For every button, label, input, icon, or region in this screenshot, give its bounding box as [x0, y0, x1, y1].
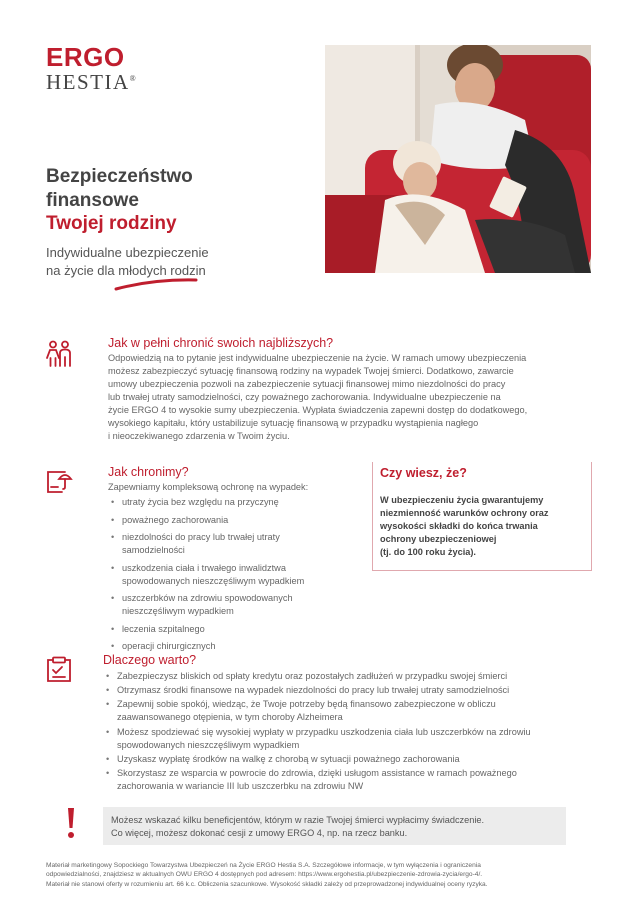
- section-protect-line: możesz zabezpieczyć sytuację finansową rodziny na wypadek Twojej śmierci. Dodatkowo, zawarcie: [108, 366, 514, 376]
- couple-on-sofa-illustration: [325, 45, 591, 273]
- list-item-text: • Skorzystasz ze wsparcia w powrocie do zdrowia, dzięki usługom assistance w ramach poważnego: [117, 767, 517, 778]
- did-you-know-text: [380, 494, 585, 559]
- section-protect-line: Odpowiedzią na to pytanie jest indywidualne ubezpieczenie na życie. W ramach umowy ubezpieczenia: [108, 353, 527, 363]
- list-item: [103, 726, 583, 752]
- list-item-text: • Zapewnij sobie spokój, wiedząc, że Twoje potrzeby będą finansowo zabezpieczone w obliczu: [117, 699, 496, 710]
- list-item: [108, 514, 348, 527]
- list-item-text: Otrzymasz środki finansowe na wypadek niezdolności do pracy lub trwałej utraty samodzielności: [117, 685, 510, 696]
- did-you-know-line: (tj. do 100 roku życia).: [380, 547, 476, 557]
- section-protect-body: [108, 352, 578, 443]
- umbrella-document-icon: [45, 466, 73, 494]
- hero-photo: [325, 45, 591, 273]
- list-item: [108, 496, 348, 509]
- section-how-intro: Zapewniamy kompleksową ochronę na wypadek:: [108, 482, 309, 492]
- headline-line-2: finansowe: [46, 190, 139, 211]
- legal-footer: [46, 861, 598, 889]
- section-protect-line: i nieoczekiwanego zdarzenia w Twoim życiu.: [108, 431, 290, 441]
- exclamation-icon: [63, 806, 79, 840]
- list-item: [108, 592, 348, 618]
- list-item-text: spowodowanych nieszczęśliwym wypadkiem: [117, 739, 300, 750]
- subtitle-line-2: na życie dla młodych rodzin: [46, 263, 206, 278]
- section-why-title: Dlaczego warto?: [103, 653, 197, 667]
- coverage-list: [108, 496, 348, 658]
- list-item: [103, 670, 583, 683]
- section-protect-line: życie ERGO 4 to wysokie sumy ubezpieczenia. Wypłata świadczenia zapewni dostęp do dodatkowego,: [108, 405, 528, 415]
- checklist-icon: [45, 655, 73, 683]
- footer-line: Materiał marketingowy Sopockiego Towarzystwa Ubezpieczeń na Życie ERGO Hestia S.A. Szczegółowe informacje, w tym wyłączenia i ograniczenia: [46, 862, 481, 869]
- list-item: [103, 684, 583, 697]
- logo-registered-mark: ®: [129, 74, 136, 83]
- beneficiary-note-text: [111, 814, 563, 840]
- list-item-text: samodzielności: [122, 545, 185, 555]
- footer-line: odpowiedzialności, znajdziesz w aktualnych OWU ERGO 4 dostępnych pod adresem: https://www.ergohestia.pl/ubezpieczenie-zdrowia-zycia/ergo-4/.: [46, 871, 483, 879]
- did-you-know-line: niezmienność warunków ochrony oraz: [380, 508, 549, 518]
- note-line: Możesz wskazać kilku beneficjentów, którym w razie Twojej śmierci wypłacimy świadczenie.: [111, 815, 485, 825]
- benefits-list: [103, 670, 583, 794]
- list-item-text: Zabezpieczysz bliskich od spłaty kredytu oraz pozostałych zadłużeń w przypadku swojej śmierci: [117, 671, 508, 681]
- list-item-text: utraty życia bez względu na przyczynę: [122, 497, 279, 507]
- list-item: [103, 753, 583, 766]
- family-icon: [45, 340, 73, 368]
- list-item-text: leczenia szpitalnego: [122, 623, 205, 634]
- did-you-know-title: Czy wiesz, że?: [380, 466, 467, 480]
- list-item-text: spowodowanych nieszczęśliwym wypadkiem: [122, 575, 305, 586]
- did-you-know-line: wysokości składki do końca trwania: [380, 521, 538, 531]
- headline-line-1: Bezpieczeństwo: [46, 166, 193, 187]
- section-protect-title: Jak w pełni chronić swoich najbliższych?: [108, 336, 334, 350]
- did-you-know-line: W ubezpieczeniu życia gwarantujemy: [380, 495, 544, 505]
- note-line: Co więcej, możesz dokonać cesji z umowy ERGO 4, np. na rzecz banku.: [111, 828, 408, 838]
- section-how-title: Jak chronimy?: [108, 465, 189, 479]
- list-item-text: • uszkodzenia ciała i trwałego inwalidztwa: [122, 562, 286, 573]
- logo-hestia-text: HESTIA: [46, 70, 130, 94]
- list-item-text: poważnego zachorowania: [122, 514, 229, 525]
- logo-ergo: ERGO: [46, 42, 125, 72]
- did-you-know-line: ochrony ubezpieczeniowej: [380, 534, 497, 544]
- list-item-text: • Możesz spodziewać się wysokiej wypłaty w przypadku uszkodzenia ciała lub uszczerbków na zdrowiu: [117, 726, 531, 737]
- logo-hestia: [46, 68, 136, 93]
- section-protect-line: lub trwałej utraty samodzielności, czy poważnego zachorowania. Indywidualne ubezpieczenie na: [108, 392, 501, 402]
- list-item-text: • uszczerbków na zdrowiu spowodowanych: [122, 593, 293, 603]
- list-item-text: nieszczęśliwym wypadkiem: [122, 606, 234, 616]
- list-item: [108, 623, 348, 636]
- list-item: [108, 531, 348, 557]
- section-protect-line: wysokiego kapitału, który ustabilizuje sytuację finansową w przypadku wystąpienia nagłego: [108, 418, 479, 428]
- list-item-text: • niezdolności do pracy lub trwałej utraty: [122, 532, 280, 542]
- footer-line: Materiał nie stanowi oferty w rozumieniu art. 66 k.c. Obliczenia szacunkowe. Wysokość składki zależy od przeprowadzonej indywidualnej oceny ryzyka.: [46, 880, 488, 888]
- subtitle-line-1: Indywidualne ubezpieczenie: [46, 245, 209, 260]
- decorative-swoosh: [114, 277, 198, 291]
- section-protect-line: umowy ubezpieczenia pozwoli na zabezpieczenie sytuacji finansowej mimo niezdolności do pracy: [108, 379, 506, 389]
- list-item: [108, 562, 348, 588]
- list-item: [103, 698, 583, 724]
- list-item-text: zaawansowanego otępienia, w tym choroby Alzheimera: [117, 712, 343, 723]
- list-item-text: operacji chirurgicznych: [122, 641, 216, 651]
- list-item-text: zachorowania w wariancie III lub uszczerbku na zdrowiu NW: [117, 780, 364, 791]
- list-item: [103, 767, 583, 793]
- subtitle: [46, 244, 246, 280]
- headline: [46, 165, 193, 213]
- headline-accent: Twojej rodziny: [46, 213, 177, 234]
- list-item-text: Uzyskasz wypłatę środków na walkę z chorobą w sytuacji poważnego zachorowania: [117, 753, 460, 764]
